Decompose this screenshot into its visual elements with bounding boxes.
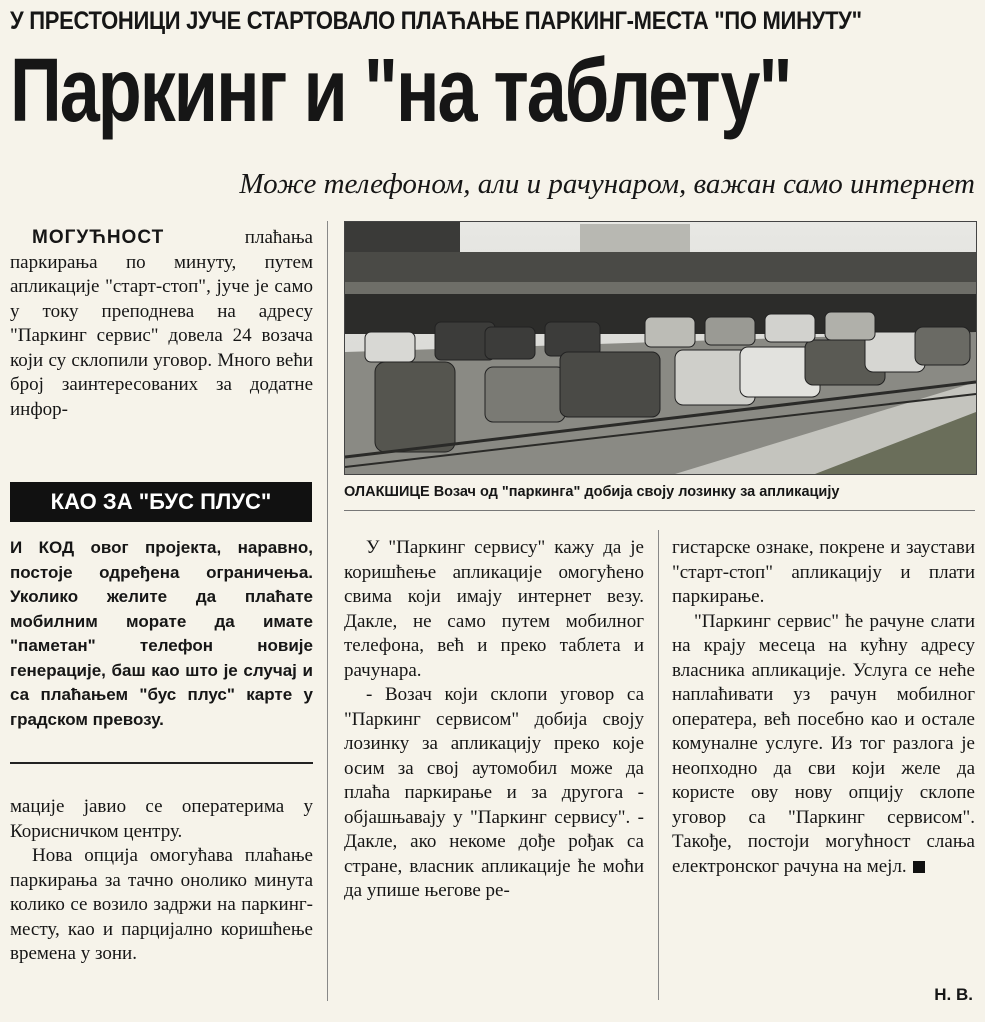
sidebar-text: овог пројекта, наравно, постоје одређена ограничења. Уколико желите да плаћате мобилним морате да имате "паметан" телефон новије генерације, баш као што је случај и са плаћањем "бус плус" карте у градском превозу.	[10, 538, 313, 729]
parking-photo	[344, 221, 977, 475]
caption-label: ОЛАКШИЦЕ	[344, 484, 430, 500]
photo-caption	[344, 484, 975, 500]
sidebar-title: КАО ЗА "БУС ПЛУС"	[10, 482, 312, 522]
column-3	[672, 536, 975, 879]
paragraph: мације јавио се оператерима у Корисничком центру.	[10, 796, 313, 842]
paragraph: Нова опција омогућава плаћање паркирања за тачно онолико минута колико се возило задржи на паркинг-месту, као и парцијално коришћење времена у зони.	[10, 845, 313, 964]
column-2	[344, 536, 644, 904]
article-kicker: У ПРЕСТОНИЦИ ЈУЧЕ СТАРТОВАЛО ПЛАЋАЊЕ ПАРКИНГ-МЕСТА "ПО МИНУТУ"	[10, 6, 862, 35]
column-rule	[658, 530, 659, 1000]
article-headline: Паркинг и "на таблету"	[10, 41, 791, 141]
parking-lot-image	[345, 222, 976, 474]
column-1-top-text: плаћања паркирања по минуту, путем апликације "старт-стоп", јуче је само у току преподнева на адресу "Паркинг сервис" довела 24 возача који су склопили уговор. Много већи број заинтересованих за додатне инфор-	[10, 227, 313, 420]
sidebar-divider	[10, 762, 313, 764]
lead-word: МОГУЋНОСТ	[32, 227, 165, 248]
column-1-top	[10, 226, 313, 422]
author-signature: Н. В.	[934, 985, 973, 1004]
paragraph: гистарске ознаке, покрене и заустави "старт-стоп" апликацију и плати паркирање.	[672, 537, 975, 607]
column-rule	[327, 221, 328, 1001]
caption-text: Возач од "паркинга" добија своју лозинку за апликацију	[429, 484, 840, 500]
article-subhead: Може телефоном, али и рачунаром, важан само интернет	[239, 168, 975, 200]
end-mark-icon	[913, 861, 925, 873]
paragraph	[672, 610, 975, 880]
caption-rule	[344, 510, 975, 511]
paragraph-text: "Паркинг сервис" ће рачуне слати на крају месеца на кућну адресу власника апликације. Услуга се неће наплаћивати уз рачун мобилног оператера, већ посебно као и остале комуналне услуге. Из тог разлога је неопходно да сви који желе да користе ову нову опцију склопе уговор са "Паркинг сервисом". Такође, постоји могућност слања електронског рачуна на мејл.	[672, 610, 975, 877]
sidebar-lead: И КОД	[10, 538, 75, 557]
paragraph: У "Паркинг сервису" кажу да је коришћење апликације омогућено свима који имају интернет везу. Дакле, не само путем мобилног телефона, већ и преко таблета и рачунара.	[344, 537, 644, 681]
column-1-bottom	[10, 795, 313, 967]
paragraph: - Возач који склопи уговор са "Паркинг сервисом" добија своју лозинку за апликацију преко које осим за свој аутомобил може да плаћа паркирање и за другога - објашњавају у "Паркинг сервису". - Дакле, ако некоме дође рођак са стране, власник апликације ће моћи да упише његове ре-	[344, 684, 644, 901]
sidebar-body	[10, 536, 313, 732]
